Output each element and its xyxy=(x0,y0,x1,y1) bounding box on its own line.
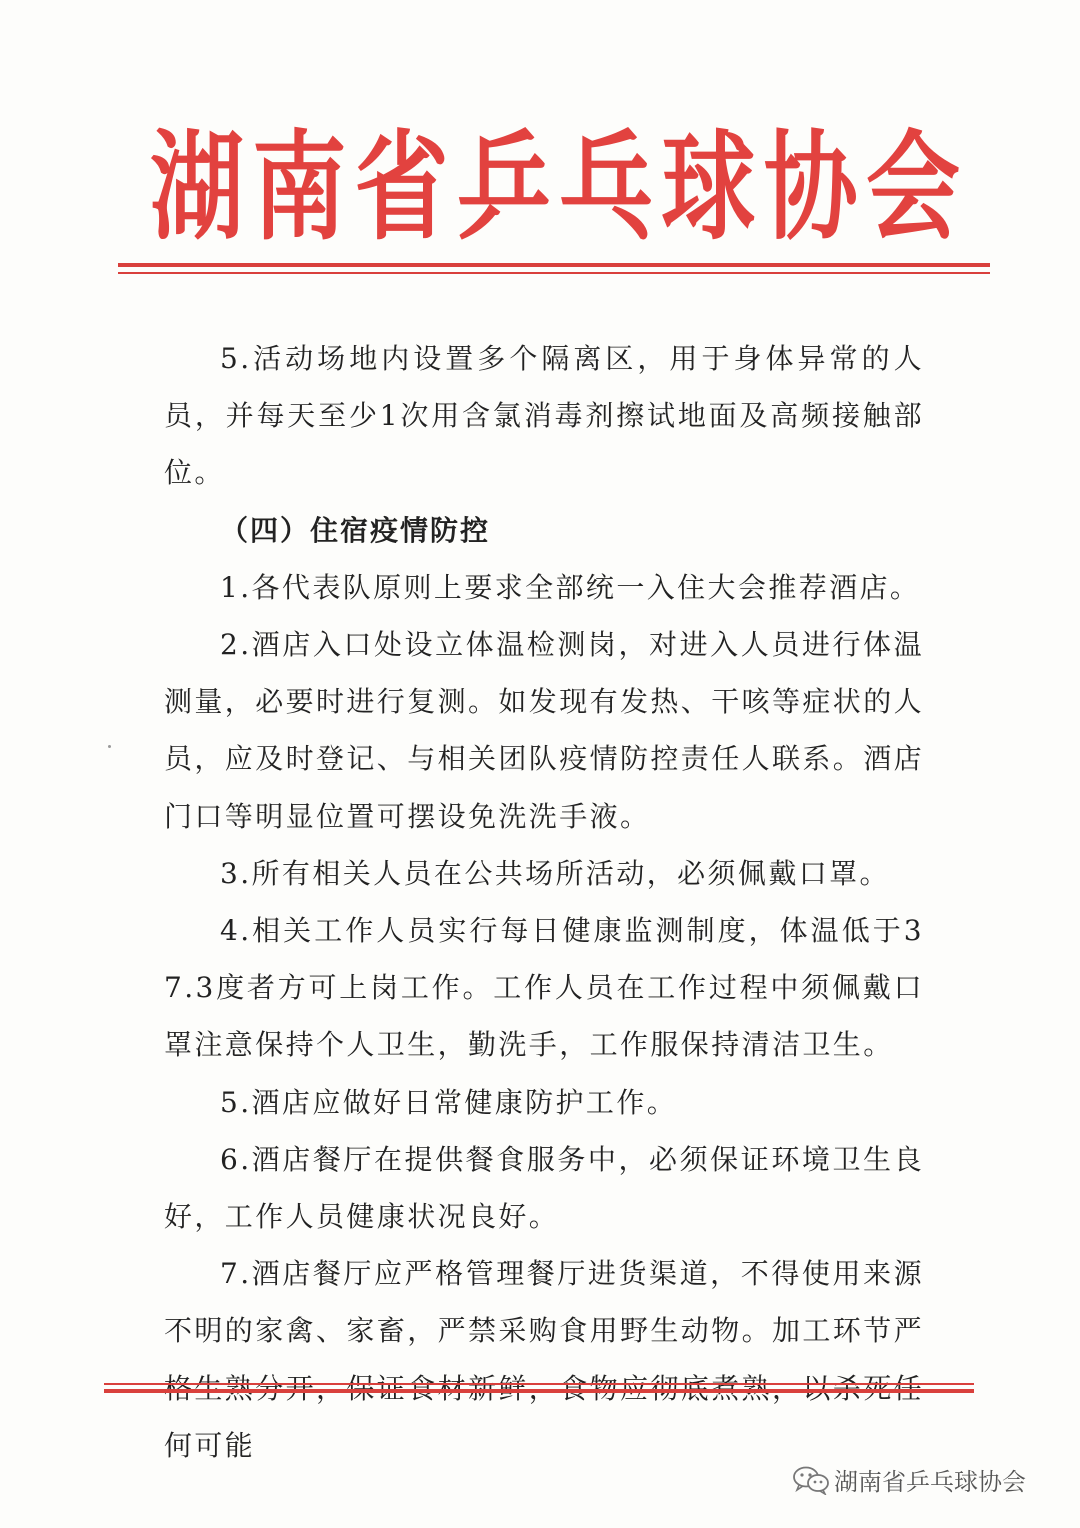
paragraph: 4.相关工作人员实行每日健康监测制度，体温低于37.3度者方可上岗工作。工作人员在工作过程中须佩戴口罩注意保持个人卫生，勤洗手，工作服保持清洁卫生。 xyxy=(164,914,924,1062)
masthead-char: 湖 xyxy=(150,119,245,257)
watermark xyxy=(792,1462,1026,1497)
paragraph: 5.活动场地内设置多个隔离区，用于身体异常的人员，并每天至少1次用含氯消毒剂擦试地面及高频接触部位。 xyxy=(164,342,924,490)
paragraph: 1.各代表队原则上要求全部统一入住大会推荐酒店。 xyxy=(220,570,921,604)
masthead-char: 省 xyxy=(354,119,449,257)
masthead-char: 南 xyxy=(252,119,347,257)
wechat-icon xyxy=(792,1465,830,1495)
document-body xyxy=(164,330,924,1474)
paragraph: 5.酒店应做好日常健康防护工作。 xyxy=(220,1085,678,1119)
footer-rule-thick xyxy=(104,1389,974,1393)
paragraph: 7.酒店餐厅应严格管理餐厅进货渠道，不得使用来源不明的家禽、家畜，严禁采购食用野生动物。加工环节严 何可能 xyxy=(164,1257,925,1462)
scan-speck xyxy=(108,745,111,748)
watermark-text: 湖南省乒乓球协会 xyxy=(834,1468,1026,1496)
paragraph: 3.所有相关人员在公共场所活动，必须佩戴口罩。 xyxy=(220,856,890,890)
section-heading: （四）住宿疫情防控 xyxy=(220,513,491,547)
header-rule-thin xyxy=(118,272,990,274)
footer-rule-thin xyxy=(104,1383,974,1385)
header-rule-thick xyxy=(118,263,990,267)
masthead-char: 会 xyxy=(865,119,960,257)
org-masthead xyxy=(150,118,960,258)
masthead-char: 乓 xyxy=(559,119,654,257)
masthead-char: 协 xyxy=(763,119,858,257)
masthead-char: 球 xyxy=(661,119,756,257)
paragraph: 2.酒店入口处设立体温检测岗，对进入人员进行体温测量，必要时进行复测。如发现有发热、干咳等症状的人员，应及时登记、与相关团队疫情防控责任人联系。酒店门口等明显位置可摆设免洗洗手液。 xyxy=(164,628,925,833)
paragraph: 6.酒店餐厅在提供餐食服务中，必须保证环境卫生良好，工作人员健康状况良好。 xyxy=(164,1142,924,1234)
masthead-char: 乒 xyxy=(456,119,551,257)
